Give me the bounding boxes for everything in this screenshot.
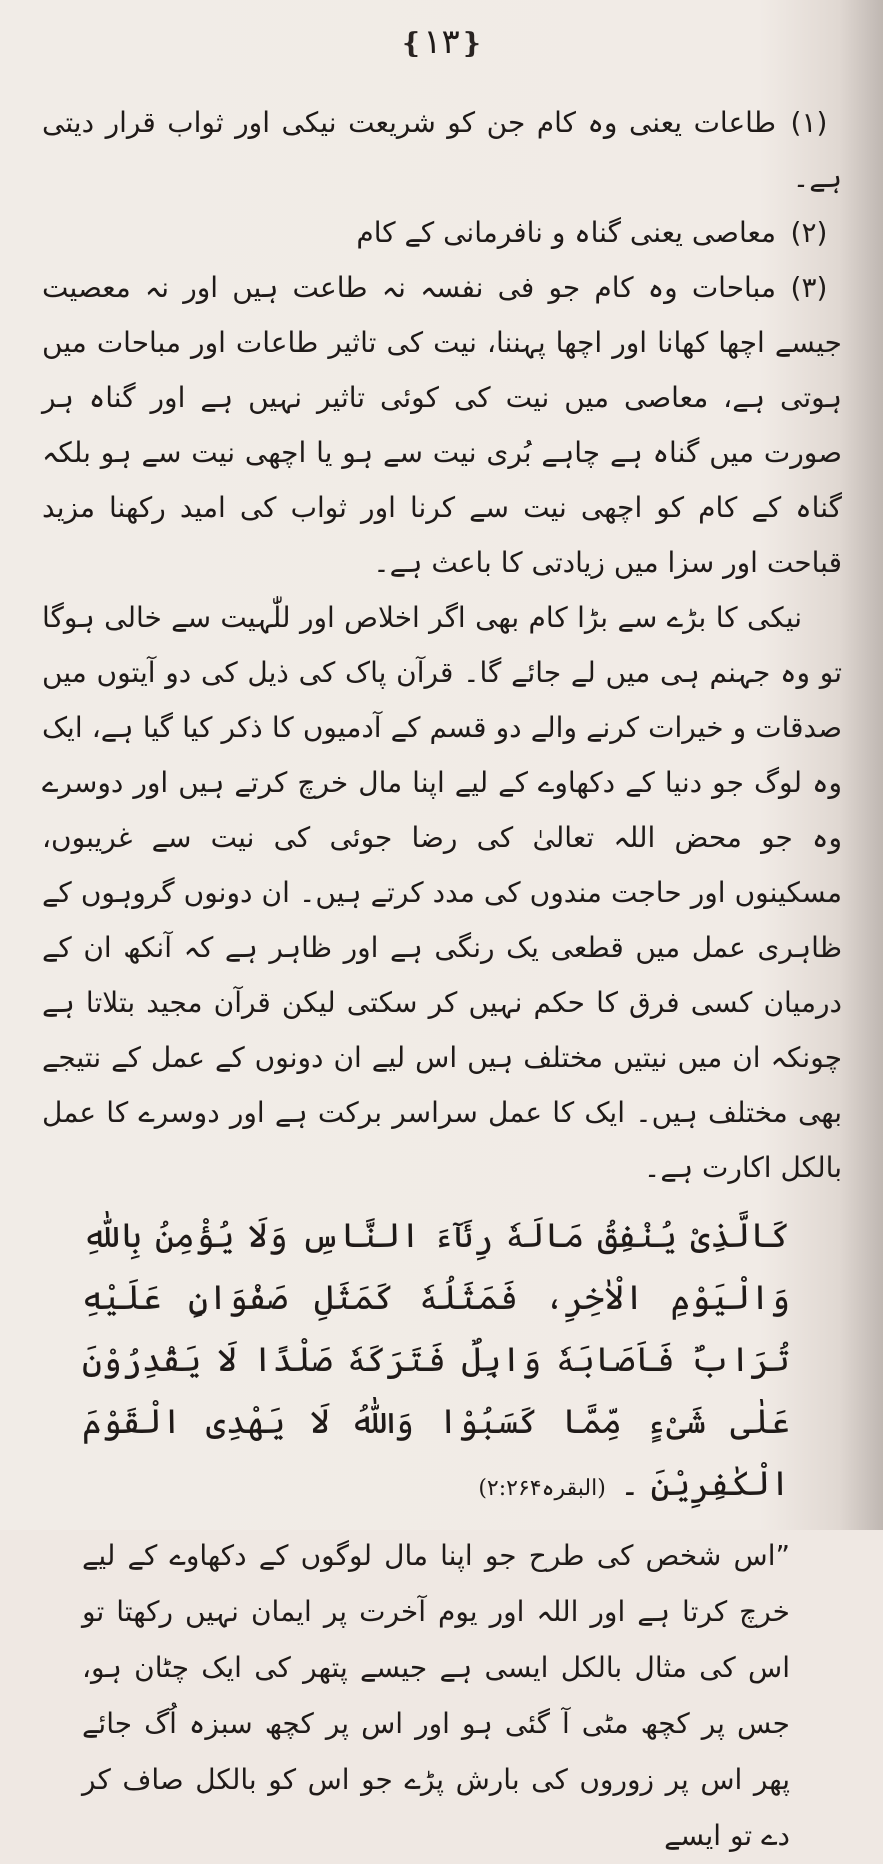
page-number-ornament-left-icon: ❵	[399, 26, 424, 60]
page-number-text: ١٣	[423, 22, 460, 62]
list-item	[42, 205, 842, 260]
verse-translation: ”اس شخص کی طرح جو اپنا مال لوگوں کے دکھاوے کے لیے خرچ کرتا ہے اور اللہ اور یوم آخرت پر ایمان نہیں رکھتا تو اس کی مثال بالکل ایسی ہے جیسے پتھر کی ایک چٹان ہو، جس پر کچھ مٹی آ گئی ہو اور اس پر کچھ سبزہ اُگ جائے پھر اس پر زوروں کی بارش پڑے جو اس کو بالکل صاف کر دے تو ایسے	[82, 1539, 790, 1852]
list-item-text: معاصی یعنی گناہ و نافرمانی کے کام	[356, 216, 776, 249]
list-item-text: طاعات یعنی وہ کام جن کو شریعت نیکی اور ثواب قرار دیتی ہے۔	[42, 106, 842, 194]
quran-reference: (البقرہ۲:۲۶۴)	[478, 1476, 606, 1501]
page-number-ornament-right-icon: ❴	[459, 26, 484, 60]
list-item	[42, 260, 842, 590]
list-item-number: (١)	[790, 106, 828, 139]
list-item-text: مباحات وہ کام جو فی نفسہ نہ طاعت ہیں اور نہ معصیت جیسے اچھا کھانا اور اچھا پہننا، نیت کی تاثیر طاعات اور مباحات میں ہوتی ہے، معاصی میں نیت کی کوئی تاثیر نہیں ہے اور گناہ ہر صورت میں گناہ ہے چاہے بُری نیت سے ہو یا اچھی نیت سے ہو بلکہ گناہ کے کام کو اچھی نیت سے کرنا اور ثواب کی امید رکھنا مزید قباحت اور سزا میں زیادتی کا باعث ہے۔	[42, 271, 842, 579]
list-item-number: (٣)	[790, 271, 828, 304]
quran-verse-text: كَالَّذِىْ يُنْفِقُ مَالَهٗ رِئَآءَ النَّاسِ وَلَا يُؤْمِنُ بِاللّٰهِ وَالْيَوْمِ الْاٰخِرِ، فَمَثَلُهٗ كَمَثَلِ صَفْوَانٍ عَلَيْهِ تُرَابٌ فَاَصَابَهٗ وَابِلٌ فَتَرَكَهٗ صَلْدًا لَا يَقْدِرُوْنَ عَلٰى شَىْءٍ مِّمَّا كَسَبُوْا وَاللّٰهُ لَا يَهْدِى الْقَوْمَ الْكٰفِرِيْنَ ۔	[82, 1216, 790, 1504]
page-body	[42, 95, 842, 1864]
list-item-number: (٢)	[790, 216, 828, 249]
list-item	[42, 95, 842, 205]
quran-quote	[82, 1205, 790, 1864]
main-paragraph: نیکی کا بڑے سے بڑا کام بھی اگر اخلاص اور للّٰہیت سے خالی ہوگا تو وہ جہنم ہی میں لے جائے گا۔ قرآن پاک کی ذیل کی دو آیتوں میں صدقات و خیرات کرنے والے دو قسم کے آدمیوں کا ذکر کیا گیا ہے، ایک وہ لوگ جو دنیا کے دکھاوے کے لیے اپنا مال خرچ کرتے ہیں اور دوسرے وہ جو محض اللہ تعالیٰ کی رضا جوئی کی نیت سے غریبوں، مسکینوں اور حاجت مندوں کی مدد کرتے ہیں۔ ان دونوں گروہوں کے ظاہری عمل میں قطعی یک رنگی ہے اور ظاہر ہے کہ آنکھ ان کے درمیان کسی فرق کا حکم نہیں کر سکتی لیکن قرآن مجید بتلاتا ہے چونکہ ان میں نیتیں مختلف ہیں اس لیے ان دونوں کے عمل کے نتیجے بھی مختلف ہیں۔ ایک کا عمل سراسر برکت ہے اور دوسرے کا عمل بالکل اکارت ہے۔	[42, 601, 842, 1184]
page-number	[0, 22, 883, 64]
quran-verse	[82, 1205, 790, 1520]
